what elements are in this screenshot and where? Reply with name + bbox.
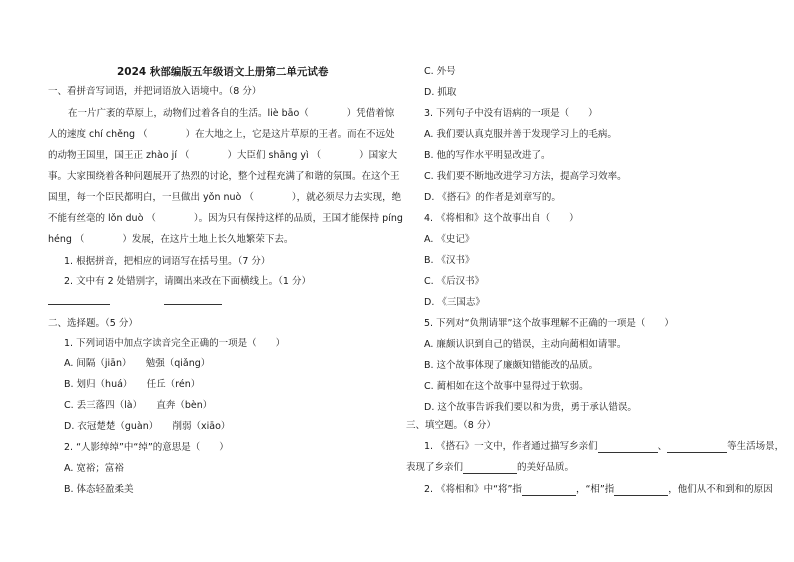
fill2-blank-2[interactable]: [614, 485, 668, 496]
fill2-text-a: 2. 《将相和》中“将”指: [424, 484, 522, 495]
mc3-option-b: B. 他的写作水平明显改进了。: [424, 150, 551, 161]
mc4-option-b: B. 《汉书》: [424, 255, 475, 266]
mc3-option-a: A. 我们要认真克服并善于发现学习上的毛病。: [424, 129, 617, 140]
question-1: 1. 根据拼音，把相应的词语写在括号里。（7 分）: [64, 256, 271, 267]
mc2-option-d: D. 抓取: [424, 87, 457, 98]
question-2: 2. 文中有 2 处错别字，请圈出来改在下面横线上。（1 分）: [64, 276, 311, 287]
mc4-option-a: A. 《史记》: [424, 234, 475, 245]
mc4-question: 4. 《将相和》这个故事出自（ ）: [424, 213, 579, 224]
passage-line: 国里，每一个臣民都明白，一旦做出 yǒn nuò （ ），就必须尽力去实现，绝: [48, 192, 402, 203]
mc5-option-c: C. 蔺相如在这个故事中显得过于软弱。: [424, 381, 589, 392]
section1-heading: 一、看拼音写词语，并把词语放入语境中。（8 分）: [48, 86, 262, 97]
fill1-text-c: 表现了乡亲们: [406, 462, 464, 473]
section3-heading: 三、填空题。（8 分）: [406, 420, 496, 431]
mc3-option-d: D. 《搭石》的作者是刘章写的。: [424, 192, 561, 203]
mc5-option-d: D. 这个故事告诉我们要以和为贵，勇于承认错误。: [424, 402, 637, 413]
fill1-text-b: 等生活场景，: [727, 441, 785, 452]
fill2-text-b: ，“相”指: [575, 484, 615, 495]
mc2-option-c: C. 外号: [424, 66, 456, 77]
fill1-text-d: 的美好品质。: [517, 462, 575, 473]
fill1-blank-3[interactable]: [463, 463, 517, 474]
exam-title: 2024 秋部编版五年级语文上册第二单元试卷: [117, 66, 329, 78]
mc5-question: 5. 下列对“负荆请罪”这个故事理解不正确的一项是（ ）: [424, 318, 674, 329]
fill1-text-a: 1. 《搭石》一文中，作者通过描写乡亲们: [424, 441, 598, 452]
fill1-separator: 、: [657, 441, 668, 452]
mc2-question: 2. “人影绰绰”中“绰”的意思是（ ）: [64, 442, 229, 453]
mc5-option-b: B. 这个故事体现了廉颇知错能改的品质。: [424, 360, 599, 371]
passage-line: héng （ ）发展，在这片土地上长久地繁荣下去。: [48, 234, 294, 245]
mc1-option-b: B. 划归（huá） 任丘（rén）: [64, 379, 201, 390]
answer-line-1[interactable]: [48, 304, 110, 305]
mc1-option-a: A. 间隔（jiān） 勉强（qiǎng）: [64, 358, 211, 369]
fill-question-1-cont: [406, 462, 574, 474]
mc4-option-c: C. 《后汉书》: [424, 276, 485, 287]
mc3-question: 3. 下列句子中没有语病的一项是（ ）: [424, 108, 598, 119]
section2-heading: 二、选择题。（5 分）: [48, 318, 138, 329]
fill1-blank-2[interactable]: [667, 442, 727, 453]
answer-line-2[interactable]: [164, 304, 222, 305]
mc3-option-c: C. 我们要不断地改进学习方法，提高学习效率。: [424, 171, 627, 182]
mc5-option-a: A. 廉颇认识到自己的错误，主动向蔺相如请罪。: [424, 339, 627, 350]
mc1-option-d: D. 衣冠楚楚（guàn） 削弱（xiāo）: [64, 421, 231, 432]
passage-line: 在一片广袤的草原上，动物们过着各自的生活。liè bāo（ ）凭借着惊: [68, 108, 395, 119]
passage-line: 人的速度 chí chěng （ ）在大地之上，它是这片草原的王者。而在不远处: [48, 129, 395, 140]
mc2-option-b: B. 体态轻盈柔美: [64, 484, 134, 495]
fill-question-1: [424, 441, 784, 453]
mc2-option-a: A. 宽裕；富裕: [64, 463, 124, 474]
fill2-text-c: ，他们从不和到和的原因: [668, 484, 773, 495]
mc1-option-c: C. 丢三落四（là） 直奔（bèn）: [64, 400, 213, 411]
fill2-blank-1[interactable]: [522, 485, 576, 496]
mc1-question: 1. 下列词语中加点字读音完全正确的一项是（ ）: [64, 338, 286, 349]
fill1-blank-1[interactable]: [598, 442, 658, 453]
passage-line: 的动物王国里，国王正 zhào jí （ ）大臣们 shāng yì （ ）国家大: [48, 150, 398, 161]
mc4-option-d: D. 《三国志》: [424, 297, 485, 308]
passage-line: 事。大家围绕着各种问题展开了热烈的讨论，整个过程充满了和谐的氛围。在这个王: [48, 171, 400, 182]
fill-question-2: [424, 484, 773, 496]
passage-line: 不能有丝毫的 lǒn duò （ ）。因为只有保持这样的品质，王国才能保持 píng: [48, 213, 403, 224]
